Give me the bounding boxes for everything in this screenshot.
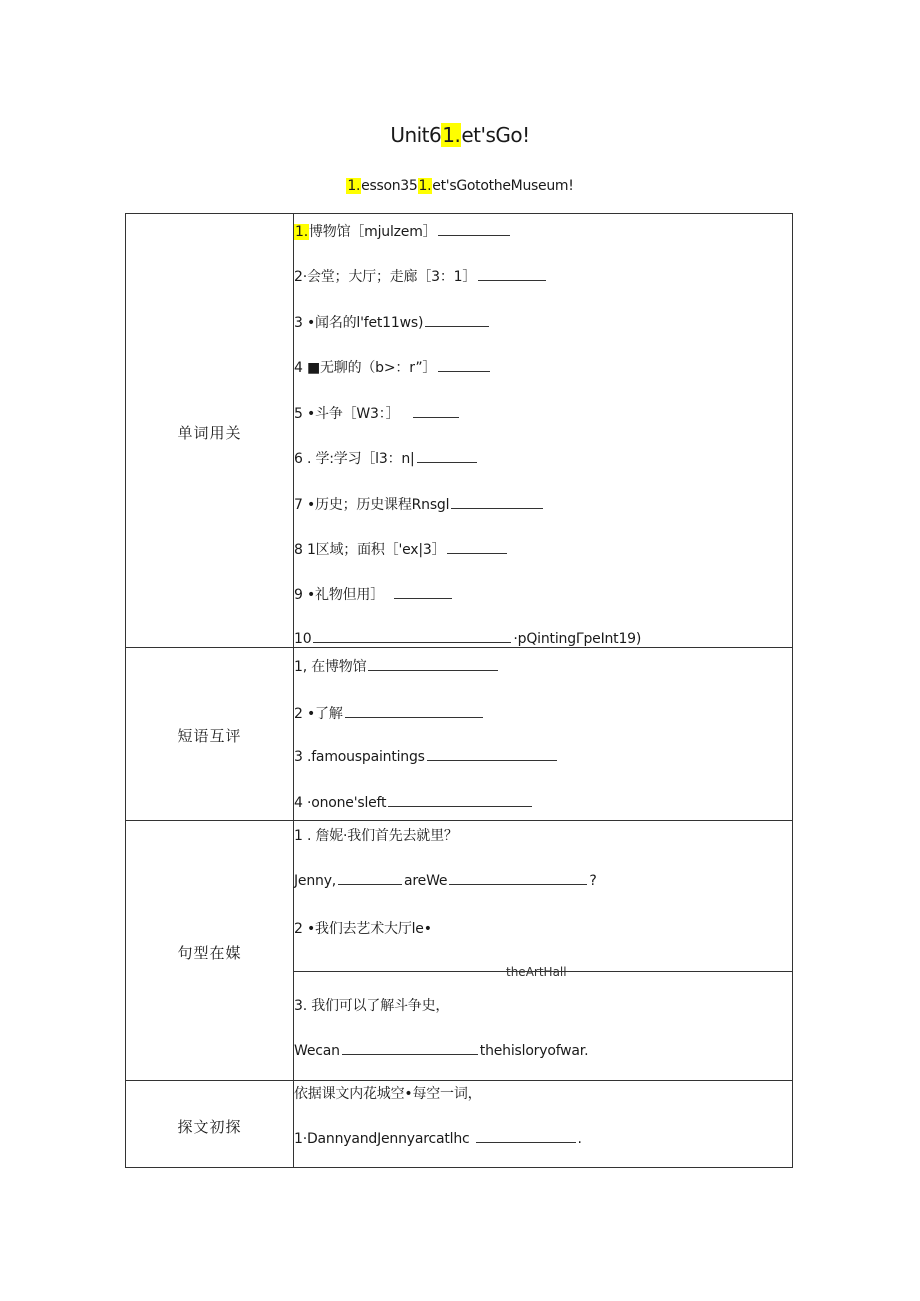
section-label-vocab: 单词用关	[177, 424, 242, 442]
row-divider	[126, 1080, 792, 1081]
row-divider	[126, 647, 792, 648]
sentence-item-2-en-clipped: theArtHall	[506, 965, 567, 979]
answer-blank[interactable]	[313, 630, 511, 643]
section-label-reading: 探文初探	[177, 1118, 242, 1136]
reading-instruction: 依据课文内花城空•每空一词，	[294, 1086, 482, 1102]
vocab-item-9: 9 •礼物但用］	[294, 584, 454, 604]
answer-blank[interactable]	[345, 705, 483, 718]
sentence-item-1-en: Jenny, areWe ?	[294, 873, 597, 889]
answer-blank[interactable]	[449, 872, 587, 885]
sentence-item-1-cn: 1 . 詹妮·我们首先去就里？	[294, 828, 458, 844]
vocab-item-8: 8 1区域；面积［'ex|3］	[294, 539, 509, 559]
vocab-item-10: 10 ·pQintingΓpeInt19)	[294, 631, 642, 647]
section-label-sentences: 句型在媒	[177, 944, 242, 962]
vocab-item-3: 3 •闻名的l'fet11ws)	[294, 312, 491, 332]
vocab-item-5: 5 •斗争［W3：］	[294, 403, 461, 423]
answer-blank[interactable]	[413, 405, 459, 418]
reading-item-1: 1·DannyandJennyarcatlhc .	[294, 1131, 582, 1147]
answer-blank[interactable]	[451, 496, 543, 509]
vocab-item-1: 1.博物馆［mjulzem］	[294, 221, 512, 241]
worksheet-table	[125, 213, 793, 1168]
page-title: Unit61.et'sGo!	[390, 123, 530, 147]
row-divider	[126, 820, 792, 821]
answer-blank[interactable]	[438, 223, 510, 236]
answer-blank[interactable]	[417, 450, 477, 463]
answer-blank[interactable]	[478, 268, 546, 281]
answer-blank[interactable]	[394, 586, 452, 599]
phrase-item-3: 3 .famouspaintings	[294, 748, 559, 765]
answer-blank[interactable]	[388, 794, 532, 807]
vocab-item-4: 4 ■无聊的（b>：r”］	[294, 357, 492, 377]
lesson-subtitle: 1.esson351.et'sGototheMuseum!	[347, 178, 574, 194]
phrase-item-1: 1, 在博物馆	[294, 656, 500, 676]
answer-blank[interactable]	[338, 872, 402, 885]
vocab-item-6: 6 . 学:学习［l3：n|	[294, 448, 479, 468]
phrase-item-2: 2 •了解	[294, 703, 485, 723]
answer-blank[interactable]	[368, 658, 498, 671]
answer-blank[interactable]	[427, 748, 557, 761]
vocab-item-7: 7 •历史；历史课程Rnsgl	[294, 494, 545, 514]
sentence-item-3-en: Wecan thehisloryofwar.	[294, 1043, 589, 1059]
answer-blank[interactable]	[447, 541, 507, 554]
phrase-item-4: 4 ·onone'sleft	[294, 794, 534, 811]
answer-blank[interactable]	[438, 359, 490, 372]
sentence-item-2-cn: 2 •我们去艺术大厅le•	[294, 921, 432, 937]
answer-blank[interactable]	[425, 314, 489, 327]
answer-blank[interactable]	[476, 1130, 576, 1143]
answer-blank[interactable]	[342, 1042, 478, 1055]
section-label-phrases: 短语互评	[177, 727, 242, 745]
vocab-item-2: 2·会堂；大厅；走廊［3：1］	[294, 266, 548, 286]
sentence-item-3-cn: 3. 我们可以了解斗争史，	[294, 998, 450, 1014]
